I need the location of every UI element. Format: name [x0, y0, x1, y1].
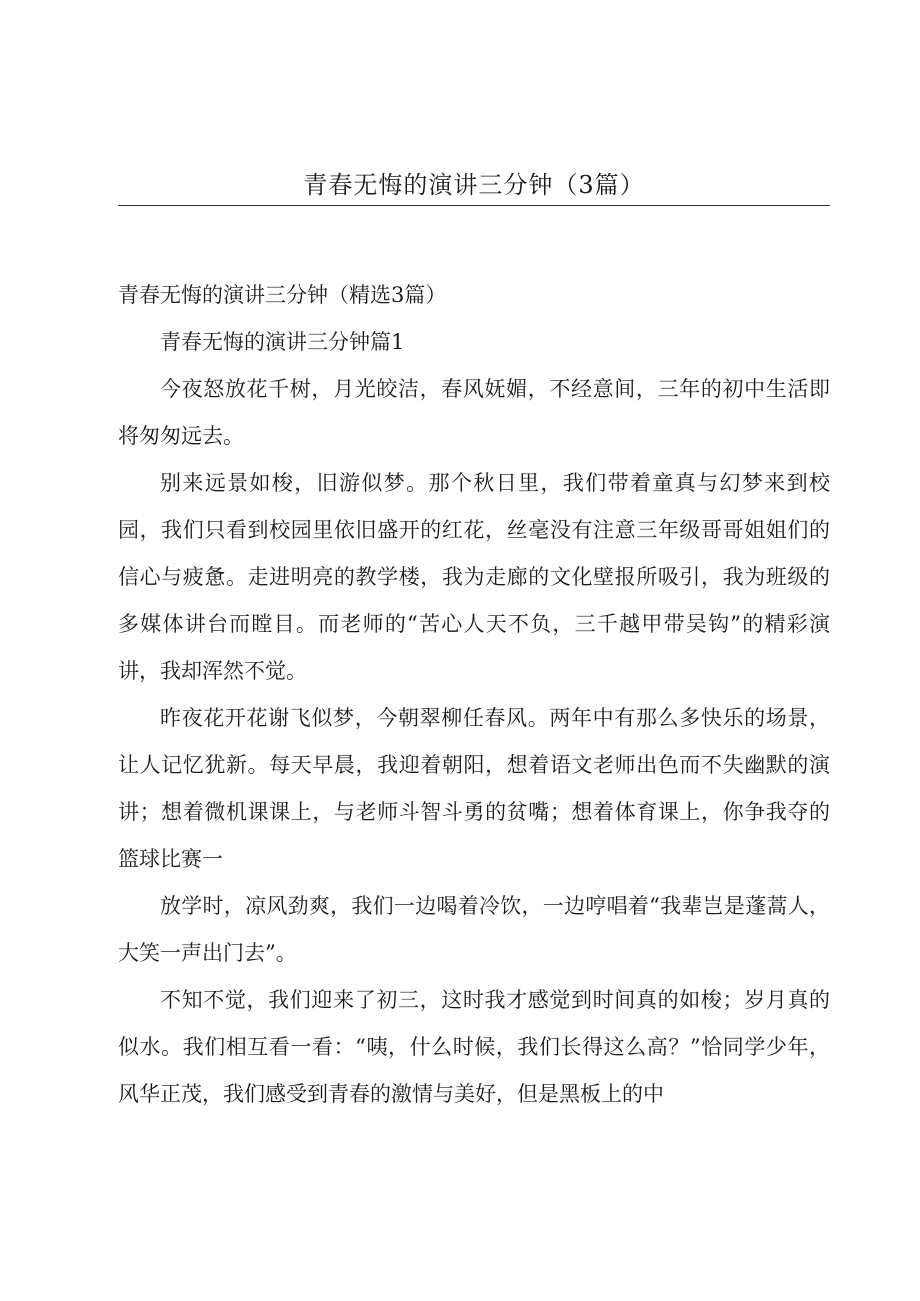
paragraph: 今夜怒放花千树，月光皎洁，春风妩媚，不经意间，三年的初中生活即将匆匆远去。: [118, 377, 830, 448]
title-underline: [118, 205, 830, 206]
paragraph: 不知不觉，我们迎来了初三，这时我才感觉到时间真的如梭；岁月真的似水。我们相互看一看：“咦，什么时候，我们长得这么高？”恰同学少年，风华正茂，我们感受到青春的激情与美好，但是黑板上的中: [118, 988, 830, 1106]
paragraph: 放学时，凉风劲爽，我们一边喝着冷饮，一边哼唱着“我辈岂是蓬蒿人，大笑一声出门去”。: [118, 894, 830, 965]
paragraph: 别来远景如梭，旧游似梦。那个秋日里，我们带着童真与幻梦来到校园，我们只看到校园里依旧盛开的红花，丝毫没有注意三年级哥哥姐姐们的信心与疲惫。走进明亮的教学楼，我为走廊的文化壁报所吸引，我为班级的多媒体讲台而瞠目。而老师的“苦心人天不负，三千越甲带吴钩”的精彩演讲，我却浑然不觉。: [118, 471, 830, 683]
paragraph: 昨夜花开花谢飞似梦，今朝翠柳任春风。两年中有那么多快乐的场景，让人记忆犹新。每天早晨，我迎着朝阳，想着语文老师出色而不失幽默的演讲；想着微机课课上，与老师斗智斗勇的贫嘴；想着体育课上，你争我夺的篮球比赛一: [118, 706, 830, 871]
document-body: [118, 272, 830, 1118]
document-subtitle: 青春无悔的演讲三分钟（精选3篇）: [118, 283, 447, 307]
document-title: 青春无悔的演讲三分钟（3篇）: [303, 171, 645, 199]
section-heading: 青春无悔的演讲三分钟篇1: [160, 330, 405, 354]
